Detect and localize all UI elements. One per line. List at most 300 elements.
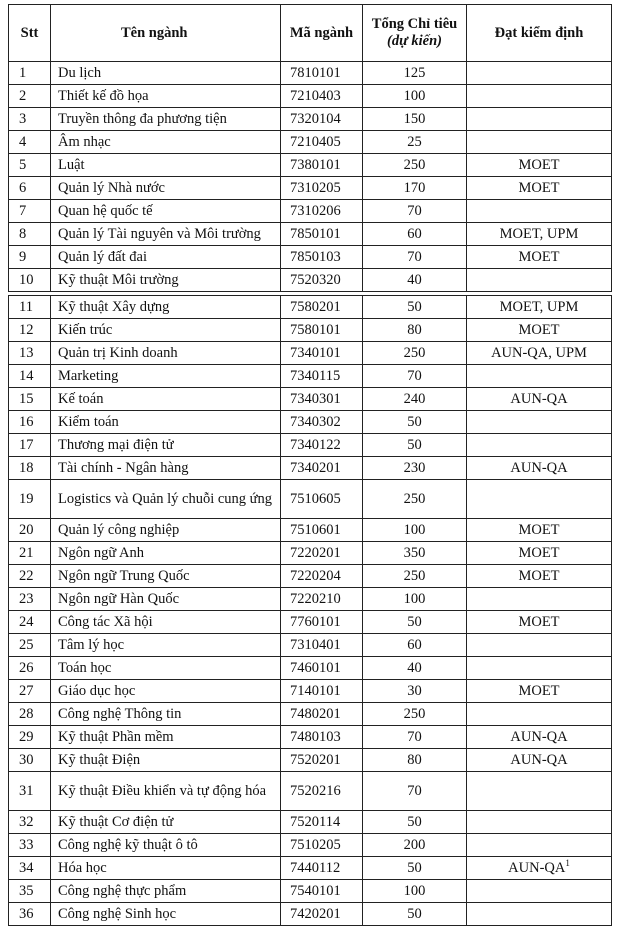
major-code-cell [281,388,363,411]
quota-cell [363,703,467,726]
table-row [9,457,612,480]
table-row [9,634,612,657]
major-code-cell-text: 7540101 [290,883,341,899]
stt-cell-text: 28 [19,706,34,722]
major-code-cell [281,703,363,726]
major-code-cell [281,411,363,434]
major-name-cell-text: Kỹ thuật Môi trường [58,272,179,288]
accreditation-cell-text: AUN-QA [510,752,568,768]
major-code-cell-text: 7760101 [290,614,341,630]
major-code-cell-text: 7310401 [290,637,341,653]
accreditation-cell [467,542,612,565]
accreditation-cell-text: AUN-QA [510,729,568,745]
quota-cell-text: 100 [403,88,426,104]
stt-cell-text: 9 [19,249,27,265]
quota-cell [363,680,467,703]
major-code-cell-text: 7810101 [290,65,341,81]
stt-cell [9,811,51,834]
accreditation-cell [467,154,612,177]
stt-cell-text: 4 [19,134,27,150]
accreditation-cell [467,749,612,772]
accreditation-cell-text: AUN-QA, UPM [491,345,587,361]
major-name-cell-text: Quản lý Nhà nước [58,180,165,196]
accreditation-cell [467,342,612,365]
major-code-cell-text: 7850103 [290,249,341,265]
major-code-cell [281,154,363,177]
major-name-cell [51,588,281,611]
major-name-cell [51,296,281,319]
stt-cell [9,772,51,811]
quota-cell-text: 25 [407,134,422,150]
quota-cell [363,131,467,154]
major-name-cell [51,772,281,811]
major-code-cell [281,680,363,703]
major-name-cell-text: Marketing [58,368,119,384]
quota-cell-text: 70 [407,729,422,745]
header-major-name: Tên ngành [51,5,281,62]
table-row [9,365,612,388]
major-name-cell-text: Công nghệ kỹ thuật ô tô [58,837,198,853]
stt-cell [9,85,51,108]
major-name-cell [51,703,281,726]
stt-cell [9,388,51,411]
table-row [9,657,612,680]
stt-cell [9,480,51,519]
stt-cell [9,726,51,749]
accreditation-cell [467,680,612,703]
major-code-cell [281,611,363,634]
accreditation-cell-text: MOET [518,322,560,338]
accreditation-cell [467,85,612,108]
quota-cell-text: 50 [407,860,422,876]
major-name-cell-text: Luật [58,157,85,173]
accreditation-cell [467,200,612,223]
major-name-cell-text: Toán học [58,660,112,676]
quota-cell-text: 200 [403,837,426,853]
major-code-cell-text: 7210403 [290,88,341,104]
major-code-cell-text: 7460101 [290,660,341,676]
quota-cell [363,726,467,749]
quota-cell-text: 70 [407,203,422,219]
accreditation-cell [467,388,612,411]
accreditation-cell [467,588,612,611]
quota-cell [363,903,467,926]
stt-cell [9,634,51,657]
major-code-cell [281,269,363,292]
stt-cell-text: 18 [19,460,34,476]
major-code-cell [281,246,363,269]
stt-cell [9,903,51,926]
stt-cell-text: 19 [19,491,34,507]
quota-cell [363,834,467,857]
major-code-cell-text: 7340101 [290,345,341,361]
header-major-code: Mã ngành [281,5,363,62]
major-name-cell-text: Quản lý công nghiệp [58,522,180,538]
stt-cell [9,319,51,342]
header-quota [363,5,467,62]
major-code-cell-text: 7140101 [290,683,341,699]
major-code-cell-text: 7310205 [290,180,341,196]
accreditation-cell [467,434,612,457]
table-row [9,542,612,565]
major-name-cell [51,634,281,657]
major-name-cell-text: Thiết kế đồ họa [58,88,149,104]
major-code-cell-text: 7220201 [290,545,341,561]
quota-cell-text: 30 [407,683,422,699]
quota-cell-text: 150 [403,111,426,127]
major-code-cell-text: 7850101 [290,226,341,242]
quota-cell-text: 50 [407,906,422,922]
stt-cell-text: 23 [19,591,34,607]
quota-cell [363,565,467,588]
major-code-cell [281,108,363,131]
quota-cell [363,657,467,680]
quota-cell [363,880,467,903]
quota-cell [363,388,467,411]
accreditation-cell-text: MOET [518,614,560,630]
accreditation-cell [467,296,612,319]
major-code-cell [281,519,363,542]
accreditation-cell [467,480,612,519]
major-code-cell [281,749,363,772]
major-name-cell-text: Thương mại điện tử [58,437,174,453]
major-name-cell [51,480,281,519]
majors-table [8,4,612,926]
stt-cell-text: 6 [19,180,27,196]
major-name-cell [51,269,281,292]
accreditation-cell [467,565,612,588]
stt-cell-text: 17 [19,437,34,453]
accreditation-cell [467,611,612,634]
quota-cell-text: 250 [403,345,426,361]
major-name-cell-text: Kỹ thuật Điện [58,752,141,768]
quota-cell-text: 70 [407,783,422,799]
table-row [9,903,612,926]
major-name-cell-text: Âm nhạc [58,134,111,150]
major-code-cell-text: 7340115 [290,368,341,384]
major-code-cell [281,542,363,565]
quota-cell-text: 250 [403,568,426,584]
major-name-cell-text: Kỹ thuật Điều khiển và tự động hóa [58,783,266,799]
stt-cell-text: 21 [19,545,34,561]
major-name-cell [51,85,281,108]
major-name-cell [51,726,281,749]
header-stt: Stt [9,5,51,62]
major-name-cell [51,565,281,588]
quota-cell [363,62,467,85]
accreditation-cell [467,131,612,154]
accreditation-cell [467,634,612,657]
major-code-cell-text: 7480103 [290,729,341,745]
major-name-cell-text: Hóa học [58,860,107,876]
major-name-cell [51,542,281,565]
accreditation-cell [467,519,612,542]
stt-cell [9,269,51,292]
major-code-cell [281,319,363,342]
stt-cell-text: 31 [19,783,34,799]
major-name-cell [51,749,281,772]
quota-cell [363,519,467,542]
quota-cell-text: 50 [407,814,422,830]
major-name-cell [51,223,281,246]
major-name-cell-text: Giáo dục học [58,683,136,699]
stt-cell-text: 16 [19,414,34,430]
accreditation-cell-text: AUN-QA [508,860,566,876]
major-code-cell-text: 7210405 [290,134,341,150]
stt-cell [9,131,51,154]
stt-cell-text: 15 [19,391,34,407]
stt-cell [9,857,51,880]
major-name-cell-text: Công nghệ Sinh học [58,906,177,922]
accreditation-cell-text: AUN-QA [510,460,568,476]
stt-cell-text: 33 [19,837,34,853]
major-code-cell [281,772,363,811]
major-code-cell [281,565,363,588]
quota-cell-text: 230 [403,460,426,476]
accreditation-cell [467,857,612,880]
stt-cell [9,154,51,177]
major-name-cell [51,519,281,542]
stt-cell [9,200,51,223]
stt-cell [9,296,51,319]
major-code-cell [281,365,363,388]
quota-cell [363,365,467,388]
major-name-cell-text: Kỹ thuật Cơ điện tử [58,814,174,830]
stt-cell-text: 5 [19,157,27,173]
table-row [9,319,612,342]
quota-cell-text: 50 [407,299,422,315]
table-row [9,519,612,542]
table-row [9,434,612,457]
major-code-cell [281,434,363,457]
quota-cell [363,108,467,131]
quota-cell-text: 40 [407,272,422,288]
quota-cell [363,411,467,434]
major-code-cell [281,880,363,903]
major-code-cell-text: 7520201 [290,752,341,768]
table-row [9,296,612,319]
quota-cell-text: 100 [403,591,426,607]
major-code-cell-text: 7340122 [290,437,341,453]
major-code-cell-text: 7420201 [290,906,341,922]
accreditation-cell [467,457,612,480]
quota-cell [363,342,467,365]
major-code-cell [281,634,363,657]
stt-cell [9,680,51,703]
table-row [9,131,612,154]
accreditation-cell [467,223,612,246]
stt-cell-text: 26 [19,660,34,676]
quota-cell-text: 100 [403,883,426,899]
quota-cell-text: 60 [407,637,422,653]
major-code-cell-text: 7440112 [290,860,341,876]
stt-cell [9,565,51,588]
table-row [9,703,612,726]
quota-cell-text: 50 [407,437,422,453]
major-name-cell [51,131,281,154]
major-name-cell [51,611,281,634]
table-row [9,269,612,292]
major-name-cell [51,246,281,269]
major-name-cell-text: Kiến trúc [58,322,113,338]
major-name-cell [51,657,281,680]
quota-cell [363,749,467,772]
table-row [9,611,612,634]
accreditation-cell-text: MOET [518,568,560,584]
quota-cell-text: 350 [403,545,426,561]
major-code-cell [281,726,363,749]
major-code-cell-text: 7580201 [290,299,341,315]
stt-cell-text: 32 [19,814,34,830]
quota-cell-text: 170 [403,180,426,196]
quota-cell-text: 50 [407,614,422,630]
table-row [9,857,612,880]
major-code-cell-text: 7520320 [290,272,341,288]
stt-cell-text: 34 [19,860,34,876]
major-code-cell-text: 7220204 [290,568,341,584]
stt-cell [9,657,51,680]
table-row [9,62,612,85]
major-code-cell-text: 7520114 [290,814,341,830]
major-code-cell-text: 7320104 [290,111,341,127]
major-code-cell [281,588,363,611]
major-name-cell-text: Kỹ thuật Xây dựng [58,299,170,315]
major-name-cell-text: Kế toán [58,391,104,407]
header-quota-italic: (dự kiến) [387,33,442,49]
stt-cell [9,434,51,457]
major-code-cell [281,177,363,200]
quota-cell [363,85,467,108]
major-name-cell-text: Công nghệ thực phẩm [58,883,187,899]
header-accreditation: Đạt kiểm định [467,5,612,62]
stt-cell [9,246,51,269]
major-name-cell-text: Quản lý đất đai [58,249,147,265]
stt-cell-text: 35 [19,883,34,899]
quota-cell-text: 80 [407,752,422,768]
document-page [8,4,611,926]
stt-cell [9,457,51,480]
table-row [9,726,612,749]
stt-cell [9,703,51,726]
quota-cell [363,246,467,269]
accreditation-cell [467,411,612,434]
accreditation-cell [467,811,612,834]
major-code-cell-text: 7510205 [290,837,341,853]
table-row [9,223,612,246]
accreditation-cell-text: AUN-QA [510,391,568,407]
major-code-cell-text: 7340201 [290,460,341,476]
major-code-cell [281,457,363,480]
major-name-cell-text: Tài chính - Ngân hàng [58,460,189,476]
major-code-cell [281,342,363,365]
stt-cell [9,588,51,611]
major-code-cell-text: 7380101 [290,157,341,173]
major-code-cell-text: 7310206 [290,203,341,219]
stt-cell-text: 24 [19,614,34,630]
major-name-cell [51,177,281,200]
major-name-cell-text: Ngôn ngữ Trung Quốc [58,568,190,584]
major-code-cell-text: 7220210 [290,591,341,607]
stt-cell [9,342,51,365]
accreditation-cell [467,772,612,811]
major-code-cell [281,480,363,519]
major-name-cell-text: Kiểm toán [58,414,119,430]
accreditation-cell [467,319,612,342]
accreditation-cell-text: MOET [518,180,560,196]
stt-cell-text: 30 [19,752,34,768]
major-name-cell-text: Công nghệ Thông tin [58,706,182,722]
stt-cell-text: 12 [19,322,34,338]
stt-cell-text: 3 [19,111,27,127]
major-name-cell [51,365,281,388]
stt-cell [9,62,51,85]
accreditation-cell [467,62,612,85]
footnote-marker: 1 [565,858,570,868]
major-name-cell [51,154,281,177]
major-code-cell-text: 7340302 [290,414,341,430]
quota-cell-text: 100 [403,522,426,538]
major-name-cell [51,200,281,223]
quota-cell-text: 50 [407,414,422,430]
table-row [9,246,612,269]
stt-cell [9,880,51,903]
quota-cell-text: 125 [403,65,426,81]
major-name-cell [51,903,281,926]
quota-cell-text: 70 [407,368,422,384]
major-name-cell-text: Du lịch [58,65,102,81]
stt-cell-text: 7 [19,203,27,219]
quota-cell [363,857,467,880]
major-name-cell [51,457,281,480]
quota-cell [363,296,467,319]
major-name-cell-text: Truyền thông đa phương tiện [58,111,227,127]
table-row [9,154,612,177]
quota-cell [363,772,467,811]
table-row [9,177,612,200]
major-name-cell [51,857,281,880]
major-code-cell-text: 7580101 [290,322,341,338]
major-name-cell-text: Logistics và Quản lý chuỗi cung ứng [58,491,273,507]
accreditation-cell-text: MOET [518,249,560,265]
table-row [9,772,612,811]
major-code-cell [281,296,363,319]
table-row [9,834,612,857]
quota-cell-text: 70 [407,249,422,265]
accreditation-cell-text: MOET [518,545,560,561]
accreditation-cell-text: MOET [518,157,560,173]
quota-cell-text: 250 [403,157,426,173]
major-name-cell [51,342,281,365]
major-name-cell-text: Tâm lý học [58,637,125,653]
accreditation-cell-text: MOET, UPM [499,226,579,242]
major-name-cell [51,834,281,857]
quota-cell [363,480,467,519]
table-row [9,108,612,131]
accreditation-cell-text: MOET [518,683,560,699]
accreditation-cell [467,246,612,269]
quota-cell-text: 250 [403,491,426,507]
table-body [9,62,612,926]
header-quota-main: Tổng Chỉ tiêu [371,16,458,32]
major-code-cell [281,834,363,857]
major-name-cell-text: Quan hệ quốc tế [58,203,153,219]
major-name-cell [51,880,281,903]
accreditation-cell-text: MOET [518,522,560,538]
major-code-cell-text: 7480201 [290,706,341,722]
quota-cell-text: 80 [407,322,422,338]
stt-cell-text: 13 [19,345,34,361]
quota-cell-text: 240 [403,391,426,407]
